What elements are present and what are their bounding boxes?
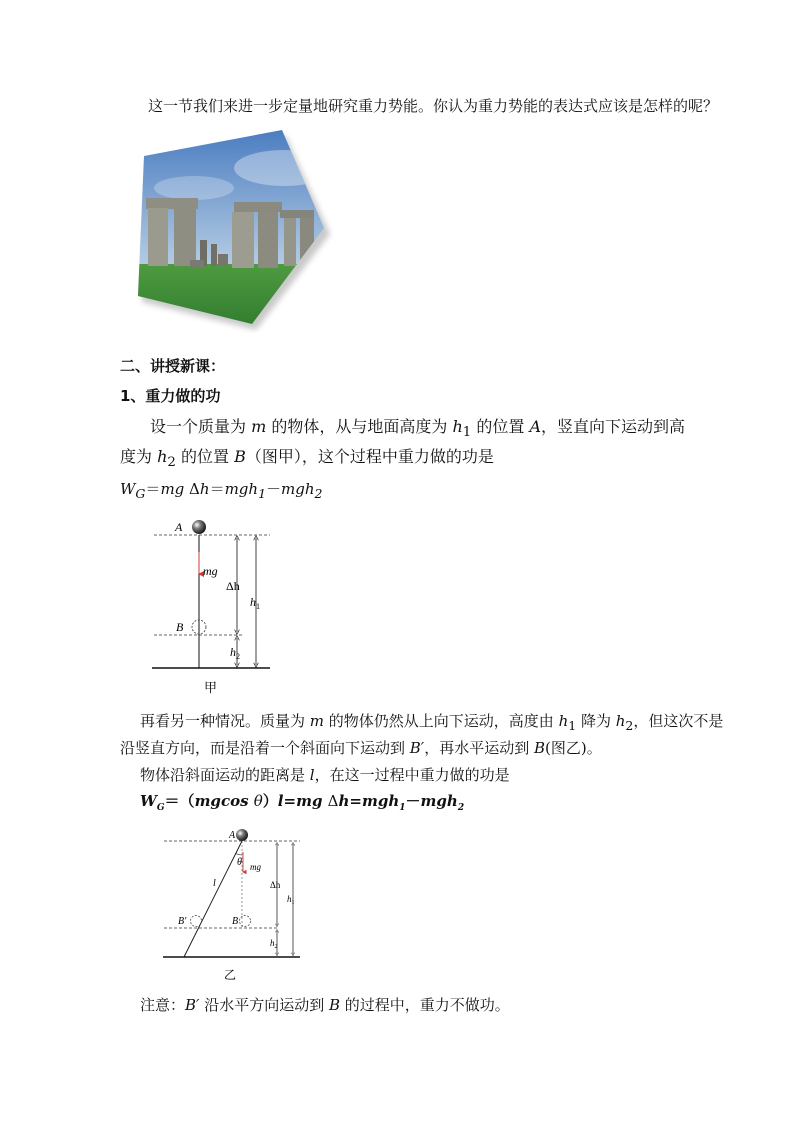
- theta-arc: [236, 854, 242, 856]
- subsection-title: 1、重力做的功: [120, 387, 221, 405]
- caption-yi: 乙: [224, 968, 237, 982]
- para2-line2: 沿竖直方向，而是沿着一个斜面向下运动到 B′，再水平运动到 B(图乙)。: [120, 739, 602, 757]
- label-mg2: mg: [250, 862, 261, 872]
- para1-line1: 设一个质量为 m 的物体，从与地面高度为 $h_1$ 的位置 A，竖直向下运动到高: [150, 417, 686, 441]
- para1-line2: 度为 $h_2$ 的位置 B（图甲），这个过程中重力做的功是: [120, 447, 494, 471]
- label-a2: A: [229, 830, 236, 841]
- formula-2: $W_G=(mgcos$ θ）l=mg Δh=mgh$_1$－mgh$_2$: [140, 792, 465, 813]
- formula-1: $W_G=mg$ Δh＝mgh$_1$－mgh$_2$: [120, 480, 323, 501]
- label-dh2: Δh: [270, 880, 281, 890]
- label-mg: mg: [203, 564, 218, 578]
- ball-a2: [236, 829, 248, 841]
- label-a: A: [175, 520, 183, 534]
- label-dh: Δh: [226, 579, 240, 593]
- label-h2-2: $h_2$: [270, 938, 278, 950]
- section-title: 二、讲授新课：: [120, 357, 226, 375]
- label-h2: $h_2$: [230, 645, 240, 661]
- incline-line: [184, 841, 242, 957]
- para2-line1: 再看另一种情况。质量为 m 的物体仍然从上向下运动，高度由 $h_1$ 降为 $h_2$，但这次不是: [140, 712, 724, 733]
- para3-line: 物体沿斜面运动的距离是 l，在这一过程中重力做的功是: [140, 766, 510, 784]
- label-theta: θ: [237, 857, 242, 868]
- label-l: l: [213, 878, 216, 889]
- figure-1-diagram: [146, 512, 276, 698]
- ball-b-prime: [191, 916, 202, 927]
- label-h1: $h_1$: [250, 595, 260, 611]
- note-text: 注意：B′ 沿水平方向运动到 B 的过程中，重力不做功。: [140, 996, 510, 1014]
- label-b-prime: B′: [178, 916, 187, 927]
- ball-a: [192, 520, 206, 534]
- label-h1-2: $h_1$: [287, 894, 295, 906]
- label-b2: B: [232, 916, 239, 927]
- intro-text: 这一节我们来进一步定量地研究重力势能。你认为重力势能的表达式应该是怎样的呢？: [148, 97, 719, 115]
- label-b: B: [176, 620, 184, 634]
- stonehenge-photo: [134, 128, 334, 333]
- caption-jia: 甲: [204, 680, 218, 695]
- ball-b2: [240, 916, 251, 927]
- figure-2-diagram: [160, 822, 304, 984]
